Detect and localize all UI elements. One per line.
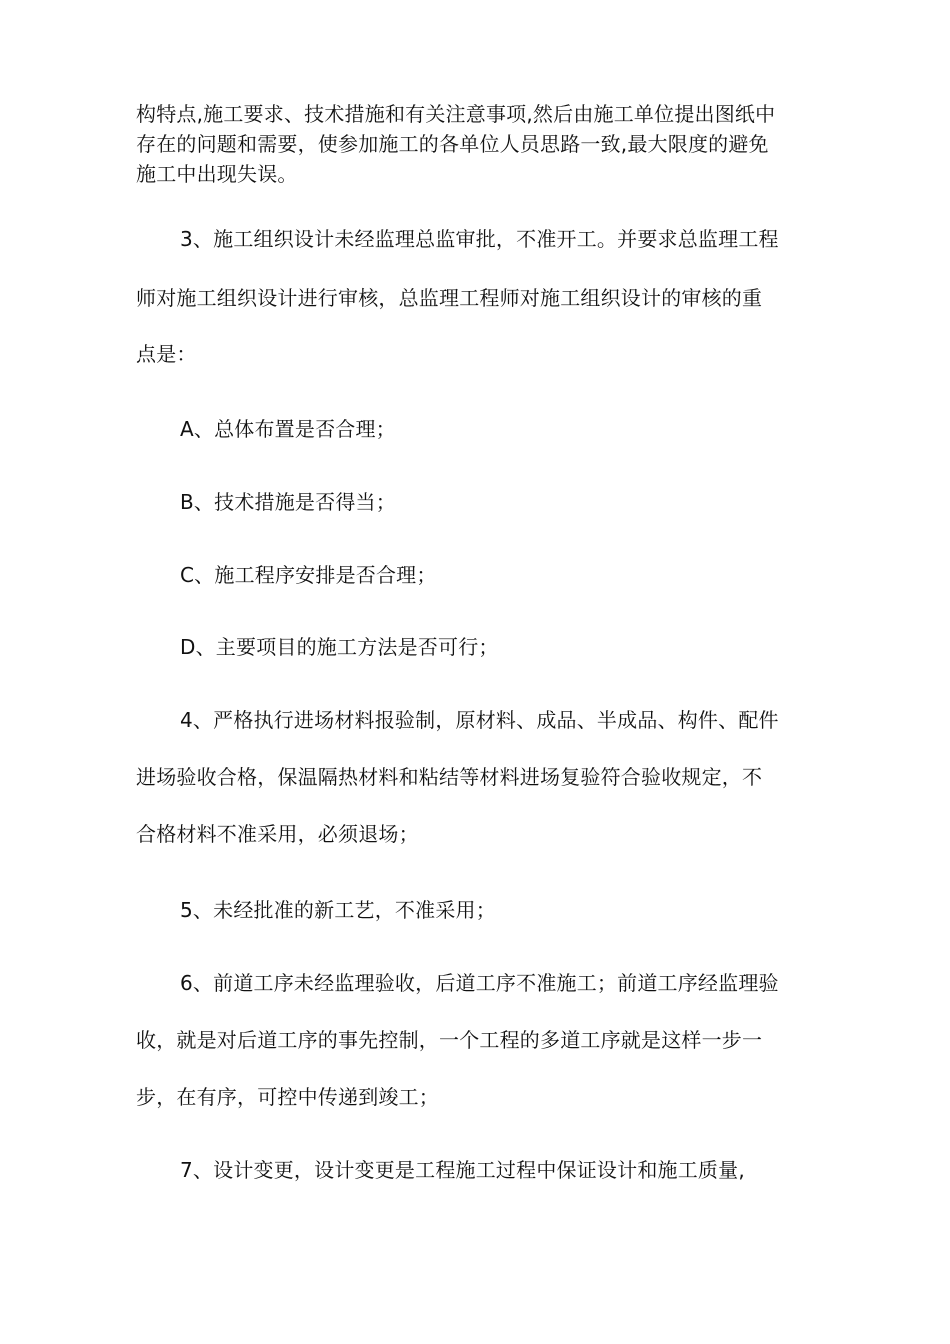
intro-line-3: 施工中出现失误。 [136, 162, 298, 186]
sub-item-a: A、总体布置是否合理； [180, 417, 396, 441]
item3-line-3: 点是： [136, 342, 197, 366]
sub-item-d: D、主要项目的施工方法是否可行； [180, 635, 499, 659]
item4-line-3: 合格材料不准采用，必须退场； [136, 822, 419, 846]
sub-item-b: B、技术措施是否得当； [180, 490, 396, 514]
intro-line-2: 存在的问题和需要，使参加施工的各单位人员思路一致,最大限度的避免 [136, 132, 769, 156]
item3-line-1: 3、施工组织设计未经监理总监审批，不准开工。并要求总监理工程 [180, 227, 779, 251]
item6-line-3: 步，在有序，可控中传递到竣工； [136, 1085, 439, 1109]
item5-line-1: 5、未经批准的新工艺，不准采用； [180, 898, 496, 922]
item4-line-1: 4、严格执行进场材料报验制，原材料、成品、半成品、构件、配件 [180, 708, 779, 732]
item7-line-1: 7、设计变更，设计变更是工程施工过程中保证设计和施工质量, [180, 1158, 745, 1182]
intro-line-1: 构特点,施工要求、技术措施和有关注意事项,然后由施工单位提出图纸中 [136, 102, 776, 126]
item6-line-2: 收，就是对后道工序的事先控制，一个工程的多道工序就是这样一步一 [136, 1028, 763, 1052]
item6-line-1: 6、前道工序未经监理验收，后道工序不准施工；前道工序经监理验 [180, 971, 779, 995]
sub-item-c: C、施工程序安排是否合理； [180, 563, 437, 587]
item3-line-2: 师对施工组织设计进行审核，总监理工程师对施工组织设计的审核的重 [136, 286, 763, 310]
item4-line-2: 进场验收合格，保温隔热材料和粘结等材料进场复验符合验收规定，不 [136, 765, 763, 789]
